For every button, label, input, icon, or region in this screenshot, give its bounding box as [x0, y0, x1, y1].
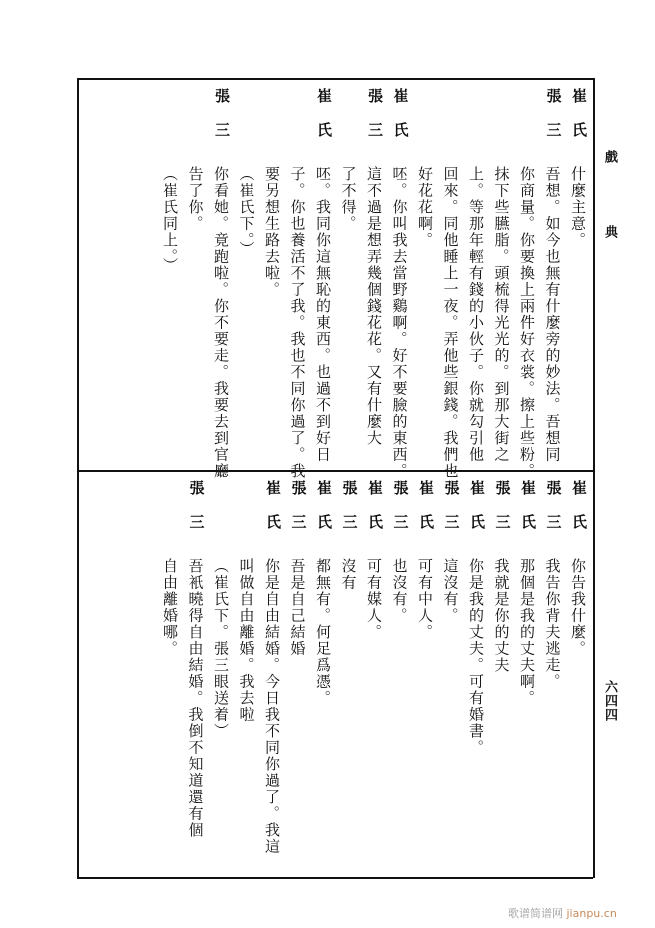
bottom-rule [77, 877, 593, 879]
speaker-name: 張三 [544, 480, 563, 548]
dialogue-column [182, 88, 208, 464]
dialogue-column [565, 480, 591, 872]
dialogue-column [208, 88, 234, 480]
dialogue-line: 回來。同他睡上一夜。弄他些銀錢。我們也 [441, 166, 460, 480]
dialogue-line: 你是自由結婚。今日我不同你過了。我這 [263, 558, 281, 855]
dialogue-column [463, 88, 489, 464]
dialogue-line: 好花花啊。 [416, 166, 434, 249]
dialogue-line: 吾衹曉得自由結婚。我倒不知道還有個 [186, 558, 205, 839]
dialogue-line: 抹下些臙脂。頭梳得光光的。到那大街之 [492, 166, 511, 463]
dialogue-line: 我就是你的丈夫 [492, 558, 511, 674]
dialogue-column [182, 480, 208, 872]
stage-direction-column [233, 88, 259, 464]
dialogue-line: 告了你。 [186, 166, 205, 232]
dialogue-line: 都無有。何足爲憑。 [314, 558, 332, 707]
speaker-name: 張三 [442, 480, 461, 548]
dialogue-column [335, 88, 361, 464]
top-rule [77, 78, 593, 80]
dialogue-line: 子。你也養活不了我。我也不同你過了。我 [288, 166, 307, 480]
dialogue-line: 你是我的丈夫。可有婚書。 [467, 558, 485, 756]
dialogue-column [386, 88, 412, 480]
speaker-name: 張三 [391, 480, 410, 548]
speaker-name: 崔氏 [315, 480, 333, 548]
dialogue-line: 叫做自由離婚。我去啦 [237, 558, 256, 723]
dialogue-column [335, 480, 361, 872]
speaker-name: 崔氏 [519, 480, 537, 548]
dialogue-line: 什麼主意。 [569, 166, 587, 249]
dialogue-line: 這沒有。 [441, 558, 460, 624]
dialogue-column [284, 88, 310, 480]
dialogue-column [386, 480, 412, 872]
dialogue-line: 我告你背夫逃走。 [543, 558, 562, 690]
dialogue-line: 沒有 [339, 558, 358, 591]
dialogue-column [412, 480, 438, 872]
dialogue-line: 吾是自己結婚 [288, 558, 307, 657]
dialogue-column [361, 480, 387, 872]
dialogue-line: 上。等那年輕有錢的小伙子。你就勾引他 [467, 166, 485, 463]
speaker-name: 張三 [366, 88, 384, 156]
dialogue-line: 你告我什麼。 [569, 558, 587, 657]
speaker-name: 張三 [187, 480, 206, 548]
dialogue-column [310, 88, 336, 464]
top-panel [80, 88, 590, 480]
stage-direction-column [157, 88, 183, 464]
dialogue-line: 吾想。如今也無有什麼旁的妙法。吾想同 [543, 166, 562, 463]
dialogue-column [437, 88, 463, 480]
dialogue-column [259, 88, 285, 464]
dialogue-column [488, 480, 514, 872]
dialogue-line: 要另想生路去啦。 [263, 166, 281, 298]
speaker-name: 張三 [289, 480, 308, 548]
dialogue-line: 也沒有。 [390, 558, 409, 624]
speaker-name: 張三 [213, 88, 231, 156]
speaker-name: 崔氏 [366, 480, 384, 548]
speaker-name: 崔氏 [391, 88, 410, 156]
dialogue-line: 你商量。你要換上兩件好衣裳。擦上些粉。 [518, 166, 536, 480]
speaker-name: 張三 [544, 88, 563, 156]
watermark [508, 905, 617, 921]
dialogue-line: 那個是我的丈夫啊。 [518, 558, 536, 707]
stage-direction: （崔氏下。） [237, 166, 256, 258]
dialogue-column [233, 480, 259, 872]
stage-direction-column [208, 480, 234, 872]
dialogue-column [539, 88, 565, 464]
speaker-name: 張三 [493, 480, 512, 548]
dialogue-line: 可有中人。 [416, 558, 434, 641]
dialogue-column [565, 88, 591, 464]
dialogue-column [412, 88, 438, 464]
dialogue-line: 這不過是想弄幾個錢花花。又有什麼大 [365, 166, 383, 447]
dialogue-column [514, 480, 540, 872]
dialogue-line: 了不得。 [339, 166, 358, 232]
dialogue-column [539, 480, 565, 872]
dialogue-column [259, 480, 285, 872]
speaker-name: 崔氏 [417, 480, 435, 548]
speaker-name: 崔氏 [570, 88, 588, 156]
dialogue-column [310, 480, 336, 872]
watermark-text: 歌谱简谱网 [508, 907, 563, 920]
dialogue-column [361, 88, 387, 464]
dialogue-column [157, 480, 183, 872]
watermark-site: jianpu.cn [566, 907, 617, 920]
dialogue-column [437, 480, 463, 872]
dialogue-column [514, 88, 540, 480]
stage-direction: （崔氏下。張三眼送着） [212, 558, 230, 740]
dialogue-line: 可有媒人。 [365, 558, 383, 641]
speaker-name: 崔氏 [570, 480, 588, 548]
dialogue-column [488, 88, 514, 464]
speaker-name: 張三 [340, 480, 359, 548]
page-number: 六四四 [602, 680, 617, 722]
stage-direction: （崔氏同上。） [161, 166, 179, 274]
dialogue-column [284, 480, 310, 872]
dialogue-line: 呸。我同你這無恥的東西。也過不到好日 [314, 166, 332, 463]
dialogue-line: 呸。你叫我去當野鷄啊。好不要臉的東西。 [390, 166, 409, 480]
bottom-panel [80, 480, 590, 872]
speaker-name: 崔氏 [264, 480, 282, 548]
running-title: 戲典 [602, 150, 617, 300]
speaker-name: 崔氏 [315, 88, 333, 156]
dialogue-line: 你看她。竟跑啦。你不要走。我要去到官廳 [212, 166, 230, 480]
dialogue-line: 自由離婚哪。 [161, 558, 179, 657]
speaker-name: 崔氏 [468, 480, 486, 548]
dialogue-column [463, 480, 489, 872]
